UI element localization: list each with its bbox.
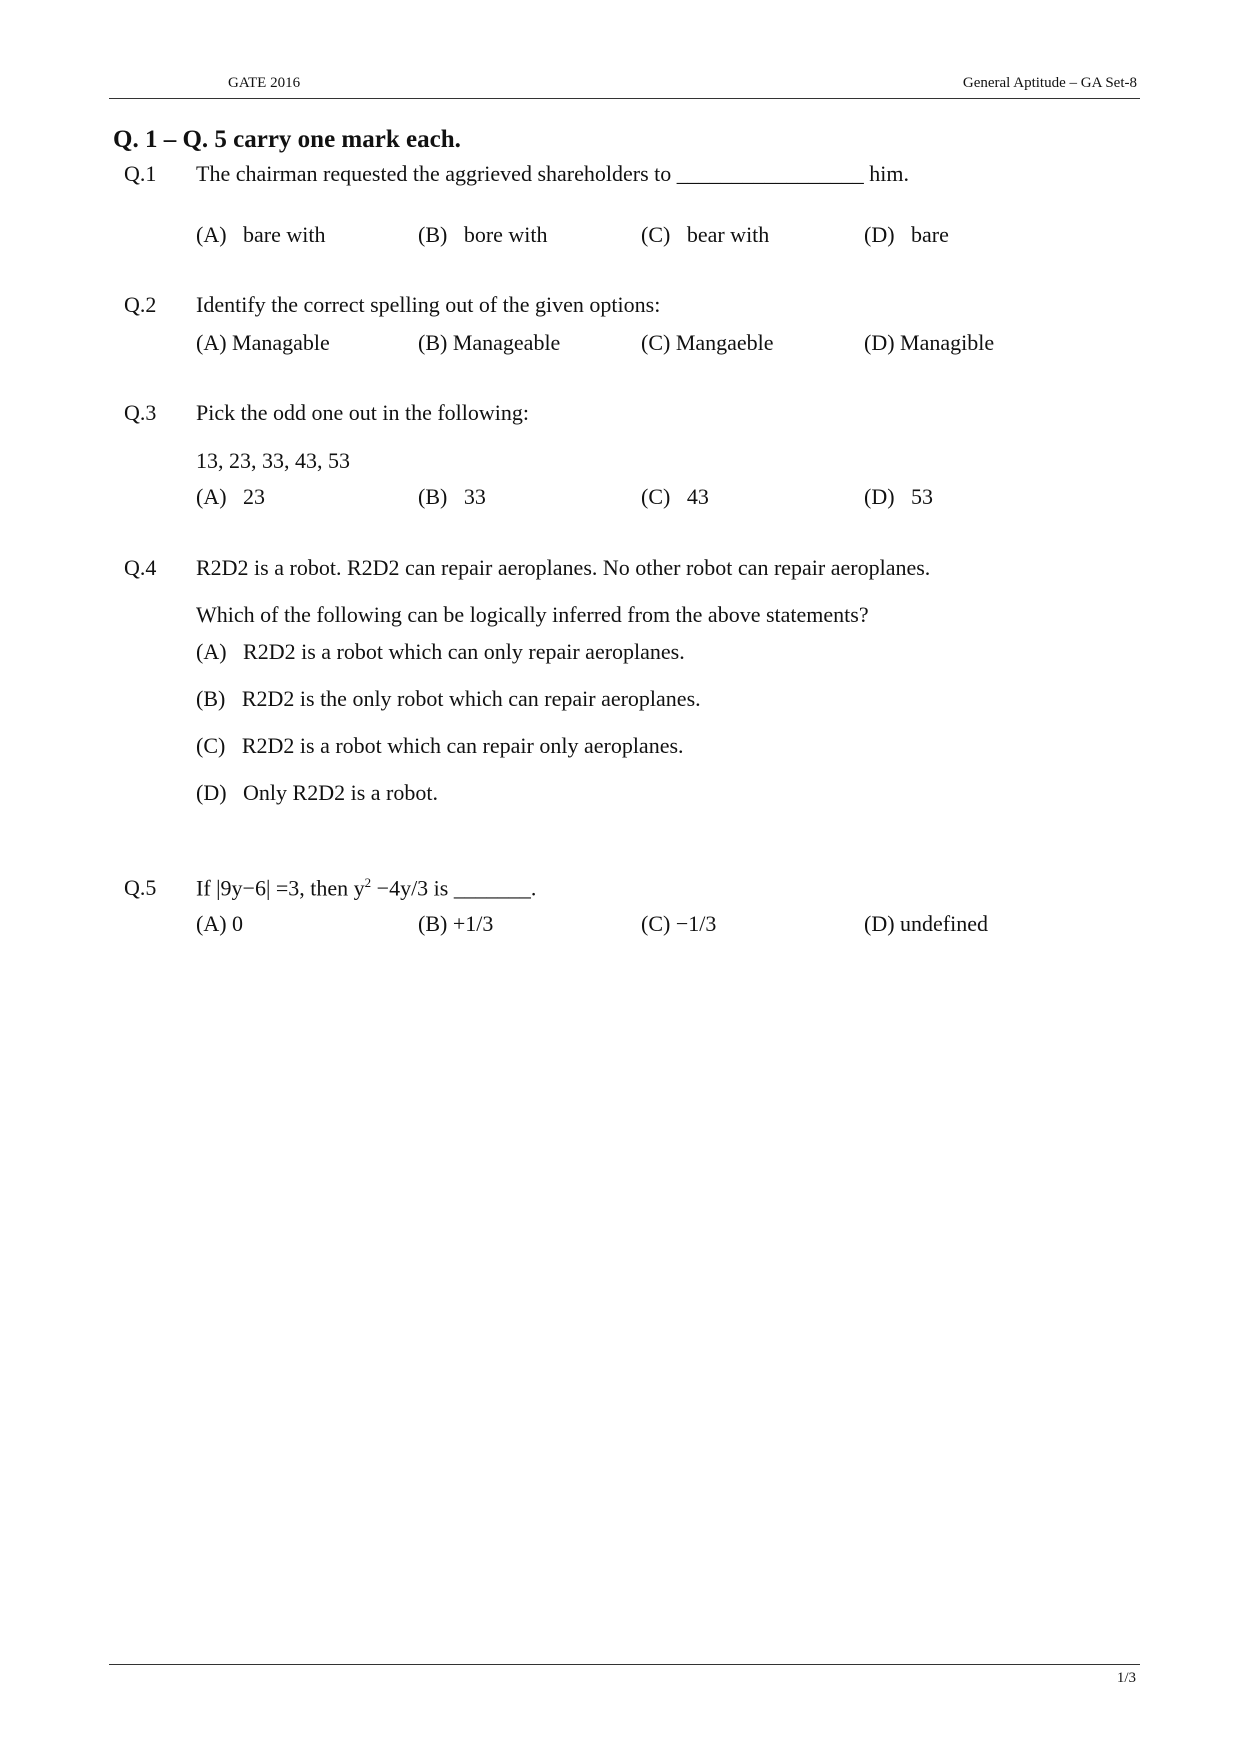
q1-option-c-text: bear with [686,222,770,247]
q4-option-b [196,686,701,712]
q1-option-d [864,222,949,248]
q5-option-c: (C) −1/3 [641,911,717,936]
q2-option-b: (B) Manageable [418,330,561,355]
q1-option-b-text: bore with [463,222,548,247]
q4-option-d-label: (D) [196,780,227,805]
q2-number: Q.2 [124,292,157,317]
q5-option-b: (B) +1/3 [418,911,494,936]
q4-option-c-text: R2D2 is a robot which can repair only aeroplanes. [241,733,684,758]
q2-option-c: (C) Mangaeble [641,330,774,355]
q2-option-a: (A) Managable [196,330,330,355]
q4-option-b-text: R2D2 is the only robot which can repair aeroplanes. [241,686,701,711]
q5-option-d: (D) undefined [864,911,989,936]
q1-option-d-text: bare [911,222,949,247]
q1-text: The chairman requested the aggrieved shareholders to _________________ him. [196,161,909,186]
q3-option-b [418,484,486,510]
q4-option-b-label: (B) [196,686,226,711]
footer-rule [109,1664,1140,1665]
q4-option-c-label: (C) [196,733,226,758]
q4-text: R2D2 is a robot. R2D2 can repair aeroplanes. No other robot can repair aeroplanes. [196,555,931,580]
q1-number: Q.1 [124,161,157,186]
q3-number: Q.3 [124,400,157,425]
q3-option-c-text: 43 [686,484,709,509]
q5-exponent: 2 [364,875,372,890]
q3-option-a [196,484,265,510]
q3-option-d-label: (D) [864,484,895,509]
q1-option-b-label: (B) [418,222,448,247]
q4-prompt: Which of the following can be logically inferred from the above statements? [196,602,869,627]
q5-number: Q.5 [124,875,157,900]
q2-option-d: (D) Managible [864,330,995,355]
q3-option-b-label: (B) [418,484,448,509]
q4-option-d-text: Only R2D2 is a robot. [243,780,438,805]
q3-option-d [864,484,933,510]
page-number: 1/3 [1116,1670,1136,1686]
section-title: Q. 1 – Q. 5 carry one mark each. [113,126,461,153]
q4-option-c [196,733,684,759]
q3-option-a-label: (A) [196,484,227,509]
q1-option-b [418,222,548,248]
q1-option-d-label: (D) [864,222,895,247]
q1-option-c-label: (C) [641,222,671,247]
q4-option-a [196,639,685,665]
q3-text: Pick the odd one out in the following: [196,400,530,425]
q1-option-a [196,222,326,248]
q1-option-a-label: (A) [196,222,227,247]
q5-text-pre: If |9y−6| =3, then y [196,875,365,901]
q3-option-c [641,484,709,510]
q4-number: Q.4 [124,555,157,580]
q1-option-a-text: bare with [243,222,326,247]
page-header [109,0,1140,99]
q5-text-post: −4y/3 is _______. [371,875,537,901]
q3-option-b-text: 33 [463,484,486,509]
q4-option-a-label: (A) [196,639,227,664]
q2-text: Identify the correct spelling out of the given options: [196,292,661,317]
q3-option-d-text: 53 [911,484,934,509]
header-paper-name: General Aptitude – GA Set-8 [962,75,1137,91]
q4-option-d [196,780,438,806]
header-exam-name: GATE 2016 [228,75,301,91]
q1-option-c [641,222,769,248]
q5-text [196,875,536,901]
q5-option-a: (A) 0 [196,911,244,936]
q3-option-c-label: (C) [641,484,671,509]
q4-option-a-text: R2D2 is a robot which can only repair aeroplanes. [243,639,685,664]
q3-option-a-text: 23 [243,484,266,509]
q3-series: 13, 23, 33, 43, 53 [196,448,350,473]
